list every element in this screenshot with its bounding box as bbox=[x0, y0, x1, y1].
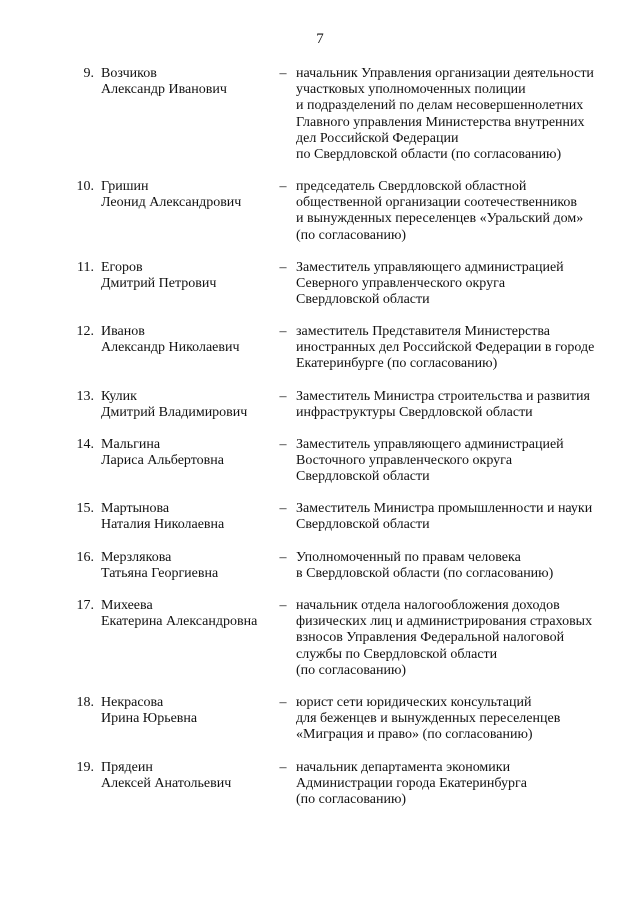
given-names: Дмитрий Петрович bbox=[101, 276, 217, 292]
description-line: и вынужденных переселенцев «Уральский дом» bbox=[296, 211, 584, 227]
description-line: для беженцев и вынужденных переселенцев bbox=[296, 711, 561, 727]
description-line: по Свердловской области (по согласованию) bbox=[296, 147, 562, 163]
description-line: Свердловской области bbox=[296, 517, 430, 533]
person-name bbox=[101, 760, 276, 792]
surname: Гришин bbox=[101, 179, 149, 194]
person-name bbox=[101, 501, 276, 533]
description-line: Уполномоченный по правам человека bbox=[296, 550, 521, 565]
description-line: Заместитель Министра промышленности и науки bbox=[296, 501, 593, 516]
description-line: дел Российской Федерации bbox=[296, 130, 459, 146]
surname: Михеева bbox=[101, 598, 153, 613]
surname: Мартынова bbox=[101, 501, 170, 516]
description-line: Северного управленческого округа bbox=[296, 276, 506, 292]
given-names: Александр Иванович bbox=[101, 82, 227, 98]
surname: Мальгина bbox=[101, 437, 161, 452]
surname: Кулик bbox=[101, 389, 137, 404]
person-name bbox=[101, 437, 276, 469]
surname: Иванов bbox=[101, 324, 145, 339]
description-line: председатель Свердловской областной bbox=[296, 179, 527, 194]
position-description bbox=[296, 760, 606, 809]
description-line: Администрации города Екатеринбурга bbox=[296, 776, 527, 792]
given-names: Екатерина Александровна bbox=[101, 614, 258, 630]
person-name bbox=[101, 598, 276, 630]
person-name bbox=[101, 260, 276, 292]
given-names: Наталия Николаевна bbox=[101, 517, 225, 533]
person-name bbox=[101, 179, 276, 211]
position-description bbox=[296, 501, 606, 533]
description-line: юрист сети юридических консультаций bbox=[296, 695, 532, 710]
surname: Некрасова bbox=[101, 695, 164, 710]
item-number: 12. bbox=[76, 324, 94, 339]
position-description bbox=[296, 179, 606, 244]
given-names: Татьяна Георгиевна bbox=[101, 566, 219, 582]
position-description bbox=[296, 66, 606, 163]
description-line: Заместитель управляющего администрацией bbox=[296, 260, 564, 275]
given-names: Александр Николаевич bbox=[101, 340, 240, 356]
description-line: Заместитель управляющего администрацией bbox=[296, 437, 564, 452]
description-line: (по согласованию) bbox=[296, 662, 407, 678]
description-line: Екатеринбурге (по согласованию) bbox=[296, 356, 498, 372]
item-number: 17. bbox=[76, 598, 94, 613]
surname: Прядеин bbox=[101, 760, 153, 775]
person-name bbox=[101, 66, 276, 98]
description-line: участковых уполномоченных полиции bbox=[296, 82, 526, 98]
description-line: и подразделений по делам несовершеннолетних bbox=[296, 98, 584, 114]
position-description bbox=[296, 550, 606, 582]
person-name bbox=[101, 389, 276, 421]
dash: – bbox=[279, 179, 287, 194]
dash: – bbox=[279, 437, 287, 452]
description-line: (по согласованию) bbox=[296, 227, 407, 243]
position-description bbox=[296, 437, 606, 486]
position-description bbox=[296, 695, 606, 744]
item-number: 11. bbox=[77, 260, 94, 275]
description-line: взносов Управления Федеральной налоговой bbox=[296, 630, 565, 646]
surname: Возчиков bbox=[101, 66, 157, 81]
description-line: иностранных дел Российской Федерации в городе bbox=[296, 340, 595, 356]
given-names: Дмитрий Владимирович bbox=[101, 405, 248, 421]
description-line: начальник отдела налогообложения доходов bbox=[296, 598, 560, 613]
page-number: 7 bbox=[316, 31, 324, 47]
given-names: Леонид Александрович bbox=[101, 195, 242, 211]
description-line: общественной организации соотечественников bbox=[296, 195, 578, 211]
description-line: «Миграция и право» (по согласованию) bbox=[296, 727, 533, 743]
position-description bbox=[296, 598, 606, 679]
dash: – bbox=[279, 324, 287, 339]
description-line: Заместитель Министра строительства и развития bbox=[296, 389, 590, 404]
item-number: 9. bbox=[83, 66, 94, 81]
description-line: Восточного управленческого округа bbox=[296, 453, 513, 469]
description-line: Главного управления Министерства внутренних bbox=[296, 114, 585, 130]
given-names: Алексей Анатольевич bbox=[101, 776, 232, 792]
item-number: 10. bbox=[76, 179, 94, 194]
description-line: службы по Свердловской области bbox=[296, 646, 498, 662]
dash: – bbox=[279, 760, 287, 775]
item-number: 13. bbox=[76, 389, 94, 404]
dash: – bbox=[279, 501, 287, 516]
description-line: начальник департамента экономики bbox=[296, 760, 511, 775]
position-description bbox=[296, 389, 606, 421]
position-description bbox=[296, 324, 606, 373]
person-name bbox=[101, 550, 276, 582]
description-line: Свердловской области bbox=[296, 292, 430, 308]
given-names: Ирина Юрьевна bbox=[101, 711, 198, 727]
dash: – bbox=[279, 260, 287, 275]
description-line: (по согласованию) bbox=[296, 792, 407, 808]
description-line: заместитель Представителя Министерства bbox=[296, 324, 550, 339]
surname: Мерзлякова bbox=[101, 550, 172, 565]
dash: – bbox=[279, 389, 287, 404]
description-line: в Свердловской области (по согласованию) bbox=[296, 566, 554, 582]
dash: – bbox=[279, 550, 287, 565]
description-line: физических лиц и администрирования страховых bbox=[296, 614, 593, 630]
item-number: 14. bbox=[76, 437, 94, 452]
description-line: Свердловской области bbox=[296, 469, 430, 485]
description-line: инфраструктуры Свердловской области bbox=[296, 405, 533, 421]
person-name bbox=[101, 695, 276, 727]
position-description bbox=[296, 260, 606, 309]
surname: Егоров bbox=[101, 260, 143, 275]
dash: – bbox=[279, 695, 287, 710]
given-names: Лариса Альбертовна bbox=[101, 453, 224, 469]
item-number: 16. bbox=[76, 550, 94, 565]
item-number: 19. bbox=[76, 760, 94, 775]
item-number: 18. bbox=[76, 695, 94, 710]
item-number: 15. bbox=[76, 501, 94, 516]
dash: – bbox=[279, 598, 287, 613]
description-line: начальник Управления организации деятельности bbox=[296, 66, 594, 81]
dash: – bbox=[279, 66, 287, 81]
person-name bbox=[101, 324, 276, 356]
